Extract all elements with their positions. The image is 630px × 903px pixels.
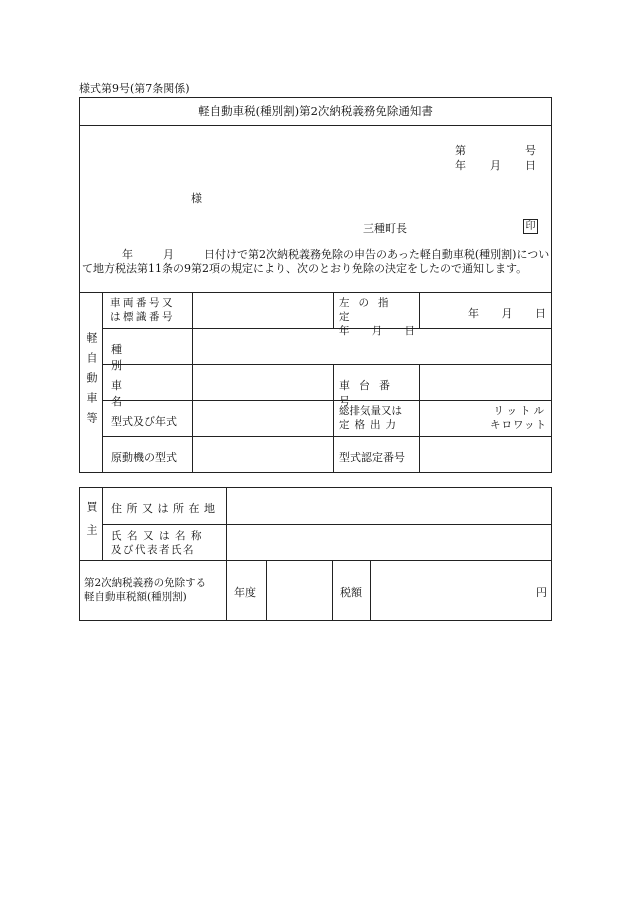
chassis-number-text: 車台番号 bbox=[339, 379, 399, 408]
vehicle-type-text: 種別 bbox=[111, 343, 170, 372]
buyer-divider bbox=[102, 524, 551, 525]
vehicle-name-text: 車名 bbox=[111, 379, 174, 408]
seal-box: 印 bbox=[523, 219, 538, 234]
buyer-name-line-2: 及び代表者氏名 bbox=[111, 544, 195, 556]
designation-label-line-2 bbox=[339, 324, 415, 338]
col-divider-right-2 bbox=[419, 364, 420, 472]
vehicle-name-label bbox=[111, 377, 187, 409]
notice-paragraph bbox=[82, 248, 552, 276]
designation-value-year: 年 bbox=[468, 307, 479, 320]
vehicle-section-label: 軽自動車等 bbox=[85, 332, 98, 432]
col-divider-label bbox=[192, 292, 193, 472]
issue-date-day: 日 bbox=[525, 159, 536, 172]
currency-yen: 円 bbox=[536, 586, 547, 599]
fiscal-year-label: 年度 bbox=[234, 586, 256, 599]
designation-date-label bbox=[339, 296, 415, 338]
vehicle-section-label-cell bbox=[80, 292, 102, 472]
col-divider-mid-1 bbox=[333, 292, 334, 328]
displacement-label-line-1: 総排気量又は bbox=[339, 405, 402, 417]
exempt-tax-label bbox=[84, 576, 226, 604]
certification-number-label: 型式認定番号 bbox=[339, 451, 405, 464]
displacement-label-line-2: 定格出力 bbox=[339, 419, 401, 431]
buyer-name-label bbox=[111, 529, 223, 557]
tax-divider bbox=[80, 560, 551, 561]
row-divider-4 bbox=[102, 436, 551, 437]
form-number-label: 様式第9号(第7条関係) bbox=[79, 82, 190, 95]
number-suffix: 号 bbox=[525, 144, 536, 157]
seal-mark bbox=[523, 219, 538, 234]
amount-label-col-left bbox=[332, 560, 333, 620]
buyer-tax-form bbox=[79, 487, 552, 621]
buyer-name-line-1: 氏名又は名称 bbox=[111, 530, 207, 542]
model-year-label: 型式及び年式 bbox=[111, 415, 177, 428]
issuer-name: 三種町長 bbox=[363, 222, 407, 235]
unit-liter: リットル bbox=[493, 405, 547, 417]
vehicle-table-top bbox=[80, 292, 551, 293]
col-divider-right-1 bbox=[419, 292, 420, 328]
notice-body: 日付けで第2次納税義務免除の申告のあった軽自動車税(種別割)について地方税法第11条の9第2項の規定により、次のとおり免除の決定をしたので通知します。 bbox=[82, 248, 550, 275]
issue-date-year: 年 bbox=[455, 159, 466, 172]
plate-label-line-1: 車両番号又 bbox=[110, 297, 175, 309]
buyer-address-label bbox=[111, 500, 223, 516]
number-prefix: 第 bbox=[455, 144, 466, 157]
document-title: 軽自動車税(種別割)第2次納税義務免除通知書 bbox=[80, 98, 551, 126]
designation-label-line-1: 左の指定 bbox=[339, 297, 398, 323]
buyer-section-label: 買主 bbox=[85, 501, 98, 547]
notice-month: 月 bbox=[163, 248, 174, 261]
designation-date-value bbox=[468, 305, 546, 321]
notice-year: 年 bbox=[122, 248, 133, 261]
issue-date bbox=[455, 157, 536, 173]
plate-label-line-2: は標識番号 bbox=[110, 311, 175, 323]
amount-label-col-right bbox=[370, 560, 371, 620]
buyer-section-label-cell bbox=[80, 488, 102, 560]
designation-label-day: 日 bbox=[404, 325, 415, 337]
document-number bbox=[455, 142, 536, 158]
buyer-label-col bbox=[226, 488, 227, 620]
displacement-units bbox=[470, 404, 547, 432]
designation-label-year: 年 bbox=[339, 325, 350, 337]
exempt-tax-line-1: 第2次納税義務の免除する bbox=[84, 577, 207, 589]
tax-amount-label: 税額 bbox=[340, 586, 362, 599]
col-divider-mid-2 bbox=[333, 364, 334, 472]
col-divider-section bbox=[102, 292, 103, 472]
unit-kilowatt: キロワット bbox=[490, 419, 547, 431]
buyer-address-text: 住所又は所在地 bbox=[111, 502, 220, 515]
fiscal-year-col bbox=[266, 560, 267, 620]
designation-label-month: 月 bbox=[371, 325, 383, 337]
row-divider-1 bbox=[102, 328, 551, 329]
designation-value-month: 月 bbox=[501, 307, 513, 320]
recipient-honorific: 様 bbox=[191, 192, 202, 205]
exempt-tax-line-2: 軽自動車税額(種別割) bbox=[84, 591, 187, 603]
notice-form bbox=[79, 97, 552, 473]
buyer-section-col bbox=[102, 488, 103, 560]
plate-number-label bbox=[110, 296, 186, 324]
designation-value-day: 日 bbox=[535, 307, 546, 320]
vehicle-type-label bbox=[111, 341, 183, 373]
displacement-label bbox=[339, 404, 417, 432]
engine-model-label: 原動機の型式 bbox=[111, 451, 177, 464]
issue-date-month: 月 bbox=[490, 159, 501, 172]
